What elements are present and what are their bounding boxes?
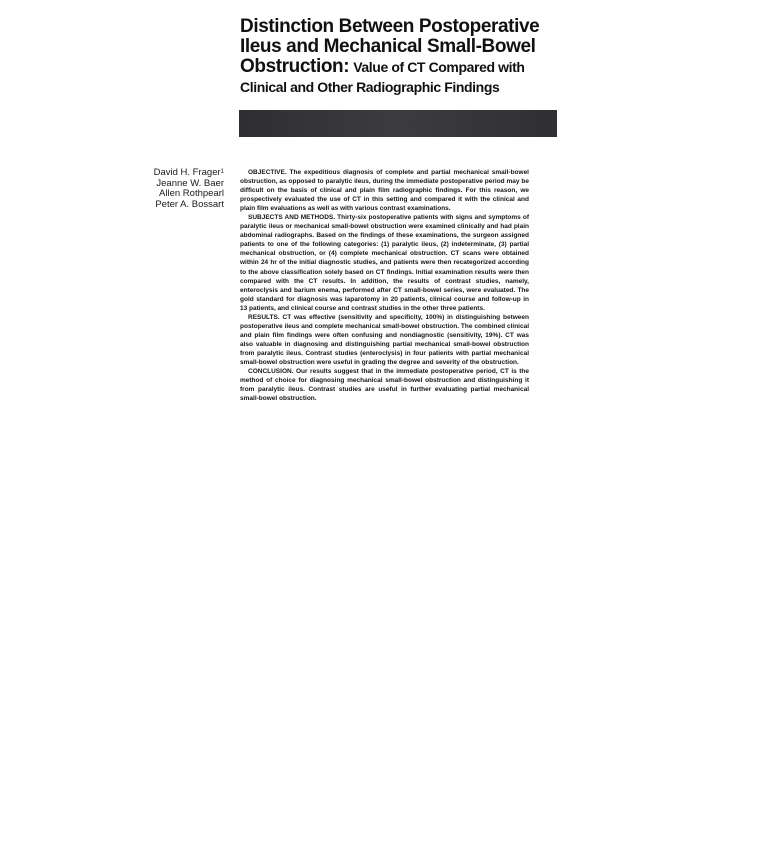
abstract-objective: OBJECTIVE. The expeditious diagnosis of complete and partial mechanical small-bowel obstruction, as opposed to paralytic ileus, during the immediate postoperative period may be difficult on the basis of clinical and plain film radiographic findings. For this reason, we prospectively evaluated the use of CT in this setting and compared it with the clinical and plain film evaluations as well as with various contrast examinations.	[240, 169, 529, 213]
abstract-subjects-methods: SUBJECTS AND METHODS. Thirty-six postoperative patients with signs and symptoms of paralytic ileus or mechanical small-bowel obstruction were examined clinically and had plain abdominal radiographs. Based on the findings of these examinations, the surgeon assigned patients to one of the following categories: (1) paralytic ileus, (2) indeterminate, (3) partial mechanical obstruction, or (4) complete mechanical obstruction. CT scans were obtained within 24 hr of the initial diagnostic studies, and patients were then recategorized according to the above classification solely based on CT findings. Initial examination results were then compared with the CT results. In addition, the results of contrast studies, namely, enteroclysis and barium enema, performed after CT small-bowel series, were evaluated. The gold standard for diagnosis was laparotomy in 20 patients, clinical course and follow-up in 13 patients, and clinical course and contrast studies in the other three patients.	[240, 214, 529, 312]
author-4: Peter A. Bossart	[155, 198, 224, 210]
author-3: Allen Rothpearl	[159, 188, 224, 200]
article-title	[240, 17, 560, 97]
title-subtitle: Value of CT Compared with Clinical and Other Radiographic Findings	[240, 59, 525, 95]
affiliation-marker: 1	[220, 169, 224, 175]
title-main: Distinction Between Postoperative Ileus and Mechanical Small-Bowel Obstruction:	[240, 16, 540, 77]
author-1-name: David H. Frager	[153, 167, 221, 178]
abstract	[240, 168, 529, 403]
title-band	[239, 110, 557, 137]
author-2: Jeanne W. Baer	[156, 177, 224, 189]
abstract-results: RESULTS. CT was effective (sensitivity and specificity, 100%) in distinguishing between postoperative ileus and complete mechanical small-bowel obstruction. The combined clinical and plain film findings were often confusing and nondiagnostic (sensitivity, 19%). CT was also valuable in diagnosing and distinguishing partial mechanical small-bowel obstruction from paralytic ileus. Contrast studies (enteroclysis) in four patients with partial mechanical small-bowel obstruction were useful in grading the degree and severity of the obstruction.	[240, 313, 529, 366]
author-1	[120, 168, 224, 179]
author-list	[120, 168, 224, 210]
abstract-conclusion: CONCLUSION. Our results suggest that in the immediate postoperative period, CT is the method of choice for diagnosing mechanical small-bowel obstruction and distinguishing it from paralytic ileus. Contrast studies are useful in further evaluating partial mechanical small-bowel obstruction.	[240, 368, 529, 403]
